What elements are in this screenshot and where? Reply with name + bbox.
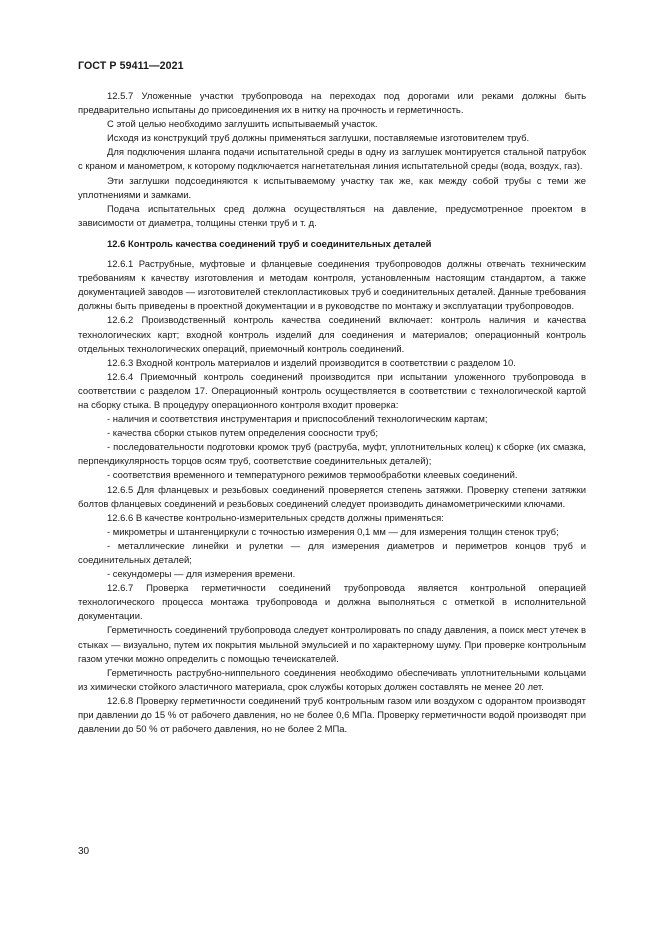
paragraph: Герметичность раструбно-ниппельного соединения необходимо обеспечивать уплотнительными кольцами из химически стойкого эластичного материала, срок службы которых должен составлять не менее 20 лет. [78, 667, 586, 693]
paragraph: Герметичность соединений трубопровода следует контролировать по спаду давления, а поиск мест утечек в стыках — визуально, путем их покрытия мыльной эмульсией и по характерному шуму. При проверке контрольным газом утечки можно определить с помощью течеискателей. [78, 625, 586, 665]
paragraph-12-6-8: 12.6.8 Проверку герметичности соединений труб контрольным газом или воздухом с одорантом производят при давлении до 15 % от рабочего давления, но не более 0,6 МПа. Проверку герметичности водой производят при давлении до 50 % от рабочего давления, но не более 2 МПа. [78, 695, 586, 736]
list-item: - качества сборки стыков путем определения соосности труб; [107, 428, 378, 440]
list-item: - секундомеры — для измерения времени. [107, 569, 296, 581]
paragraph-12-6-6: 12.6.6 В качестве контрольно-измерительных средств должны применяться: [107, 512, 444, 524]
paragraph-12-6-4: 12.6.4 Приемочный контроль соединений производится при испытании уложенного трубопровода в соответствии с разделом 17. Операционный контроль осуществляется в соответствии с технологической картой на сборку стыка. В процедуру операционного контроля входит проверка: [78, 371, 586, 411]
list-item: - микрометры и штангенциркули с точностью измерения 0,1 мм — для измерения толщин стенок труб; [107, 526, 559, 538]
paragraph: С этой целью необходимо заглушить испытываемый участок. [107, 119, 378, 131]
paragraph-12-6-1: 12.6.1 Раструбные, муфтовые и фланцевые соединения трубопроводов должны отвечать техническим требованиям к качеству изготовления и методам контроля, установленным настоящим стандартом, а также документацией заводов — изготовителей стеклопластиковых труб и соединительных деталей. Данные требования должны быть приведены в проектной документации и в руководстве по монтажу и эксплуатации трубопроводов. [78, 259, 586, 313]
list-item: - металлические линейки и рулетки — для измерения диаметров и периметров концов труб и соединительных деталей; [78, 540, 586, 566]
paragraph: Подача испытательных сред должна осуществляться на давление, предусмотренное проектом в зависимости от диаметра, толщины стенки труб и т. д. [78, 203, 586, 229]
paragraph-12-6-2: 12.6.2 Производственный контроль качества соединений включает: контроль наличия и качества технологических карт; входной контроль изделий для соединения и материалов; операционный контроль отдельных технологических операций, приемочный контроль соединений. [78, 315, 586, 355]
list-item: - наличия и соответствия инструментария и приспособлений технологическим картам; [107, 414, 488, 426]
paragraph-12-6-7: 12.6.7 Проверка герметичности соединений трубопровода является контрольной операцией технологического процесса монтажа трубопровода и должна выполняться с отметкой в исполнительной документации. [78, 583, 586, 623]
paragraph-12-5-7: 12.5.7 Уложенные участки трубопровода на переходах под дорогами или реками должны быть предварительно испытаны до присоединения их в нитку на прочность и герметичность. [78, 91, 586, 117]
document-header: ГОСТ Р 59411—2021 [78, 60, 184, 72]
paragraph-12-6-5: 12.6.5 Для фланцевых и резьбовых соединений проверяется степень затяжки. Проверку степени затяжки болтов фланцевых соединений и резьбовых соединений следует производить динамометрическими ключами. [78, 484, 586, 510]
paragraph: Эти заглушки подсоединяются к испытываемому участку так же, как между собой трубы с теми же уплотнениями и замками. [78, 175, 586, 201]
document-body [78, 90, 586, 737]
list-item: - соответствия временного и температурного режимов термообработки клеевых соединений. [107, 470, 518, 482]
section-heading-12-6: 12.6 Контроль качества соединений труб и соединительных деталей [107, 238, 432, 250]
paragraph: Для подключения шланга подачи испытательной среды в одну из заглушек монтируется стальной патрубок с краном и манометром, к которому подключается нагнетательная линия испытательной среды (вода, воздух, газ). [78, 147, 586, 173]
list-item: - последовательности подготовки кромок труб (раструба, муфт, уплотнительных колец) к сборке (их смазка, перпендикулярность торцов осям труб, соответствие соединительных деталей); [78, 442, 586, 468]
page-number: 30 [78, 846, 90, 857]
paragraph: Исходя из конструкций труб должны применяться заглушки, поставляемые изготовителем труб. [107, 133, 530, 145]
paragraph-12-6-3: 12.6.3 Входной контроль материалов и изделий производится в соответствии с разделом 10. [107, 357, 516, 369]
